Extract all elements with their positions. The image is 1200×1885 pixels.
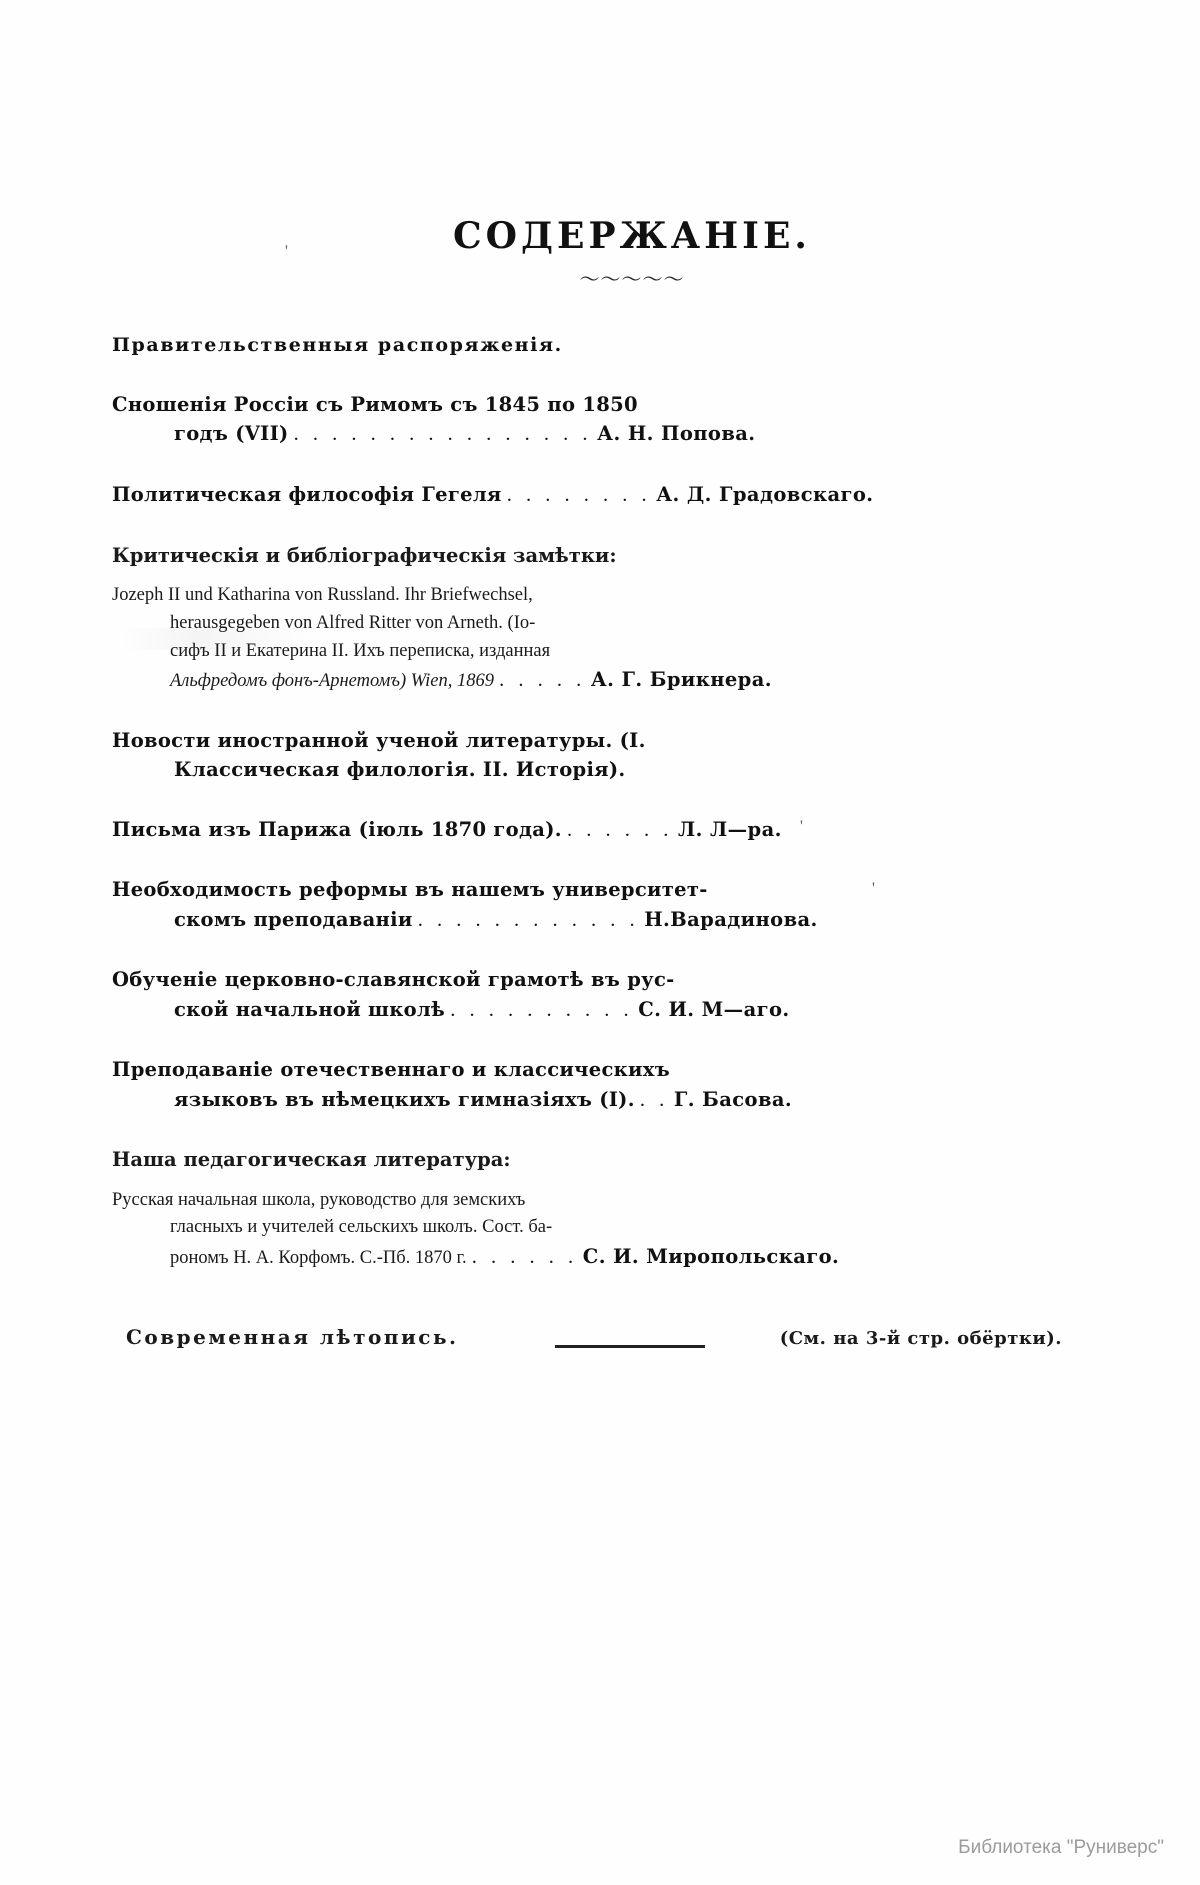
section-heading-government-orders: Правительственныя распоряженія. (112, 334, 563, 356)
scan-artifact-dot-1: ' (285, 243, 288, 260)
footer-note: (См. на 3-й стр. обёртки). (779, 1327, 1062, 1349)
toc-entry-title-line1: Преподаваніе отечественнаго и классическихъ (112, 1058, 670, 1082)
leader-dots: . . . . . . (566, 818, 673, 841)
toc-entry[interactable] (112, 965, 1092, 1025)
toc-entry-author: Л. Л—ра. (677, 817, 782, 841)
toc-entry-title-line2: годъ (VII) (174, 422, 289, 446)
toc-entry[interactable] (112, 1055, 1092, 1115)
scan-artifact-dot-3: ' (872, 880, 875, 897)
toc-entry[interactable] (112, 815, 1092, 846)
toc-entry[interactable] (112, 1145, 1092, 1273)
toc-entry-title-line1: Новости иностранной ученой литературы. (I. (112, 729, 646, 752)
leader-dots: . . . . . . . . . . . . . . . . (293, 423, 593, 446)
toc-entry[interactable] (112, 726, 1092, 785)
toc-subentry-line: herausgegeben von Alfred Ritter von Arneth. (Іо- (170, 612, 536, 633)
toc-subentry-line: Альфредомъ фонъ-Арнетомъ) Wien, 1869 (170, 671, 494, 692)
toc-entry[interactable] (112, 390, 1092, 450)
footer-section-label: Современная лѣтопись. (126, 1324, 459, 1349)
toc-subentry-line: сифъ II и Екатерина II. Ихъ переписка, изданная (170, 640, 551, 661)
table-of-contents (112, 215, 1092, 1349)
toc-group-heading: Критическія и библіографическія замѣтки: (112, 543, 617, 567)
toc-entry-title-line2: ской начальной школѣ (174, 997, 446, 1021)
toc-entry-author: А. Д. Градовскаго. (656, 483, 874, 506)
page-title: СОДЕРЖАНІЕ. (453, 215, 811, 257)
leader-dots: . . . . . . (471, 1246, 578, 1268)
toc-entry-author: Н.Варадинова. (644, 907, 818, 931)
leader-dots: . . . . . (499, 669, 586, 692)
bottom-rule (555, 1345, 705, 1348)
toc-entry-title-line2: языковъ въ нѣмецкихъ гимназіяхъ (I). (174, 1087, 635, 1111)
toc-entry-title-line2: Классическая филологія. II. Исторія). (174, 758, 626, 782)
toc-entry-title-line2: скомъ преподаваніи (174, 907, 413, 931)
ornament-divider: 〜〜〜〜〜 (579, 267, 685, 291)
toc-subentry-line: рономъ Н. А. Корфомъ. С.-Пб. 1870 г. (170, 1248, 467, 1268)
toc-entry-title-line1: Обученіе церковно-славянской грамотѣ въ рус- (112, 968, 675, 992)
toc-entry[interactable] (112, 480, 1092, 511)
toc-entry[interactable] (112, 875, 1092, 935)
toc-subentry (112, 1187, 1092, 1273)
leader-dots: . . (639, 1088, 669, 1111)
toc-subentry (112, 582, 1092, 696)
scan-artifact-dot-2: ' (800, 818, 803, 835)
toc-entry-author: Г. Басова. (673, 1087, 793, 1111)
toc-group-heading: Наша педагогическая литература: (112, 1148, 511, 1172)
toc-entry-author: А. Н. Попова. (597, 422, 756, 446)
library-watermark: Библиотека "Руниверс" (958, 1837, 1164, 1858)
toc-entry-author: А. Г. Брикнера. (590, 668, 772, 692)
toc-subentry-line: Jozeph II und Katharina von Russland. Ihr Briefwechsel, (112, 585, 533, 605)
leader-dots: . . . . . . . . (506, 484, 652, 506)
toc-entry-author: С. И. Миропольскаго. (582, 1245, 840, 1268)
toc-subentry-line: Русская начальная школа, руководство для земскихъ (112, 1189, 526, 1210)
toc-entry-title-line1: Политическая философія Гегеля (112, 483, 502, 506)
toc-entry-title-line1: Сношенія Россіи съ Римомъ съ 1845 по 1850 (112, 393, 638, 416)
toc-entry-author: С. И. М—аго. (638, 997, 790, 1021)
toc-entry-title-line1: Письма изъ Парижа (іюль 1870 года). (112, 817, 562, 841)
toc-entry-title-line1: Необходимость реформы въ нашемъ университет- (112, 878, 708, 902)
toc-entry[interactable] (112, 541, 1092, 696)
leader-dots: . . . . . . . . . . . . (417, 908, 640, 931)
toc-subentry-line: гласныхъ и учителей сельскихъ школъ. Сост. ба- (170, 1217, 553, 1238)
leader-dots: . . . . . . . . . . (450, 998, 634, 1021)
